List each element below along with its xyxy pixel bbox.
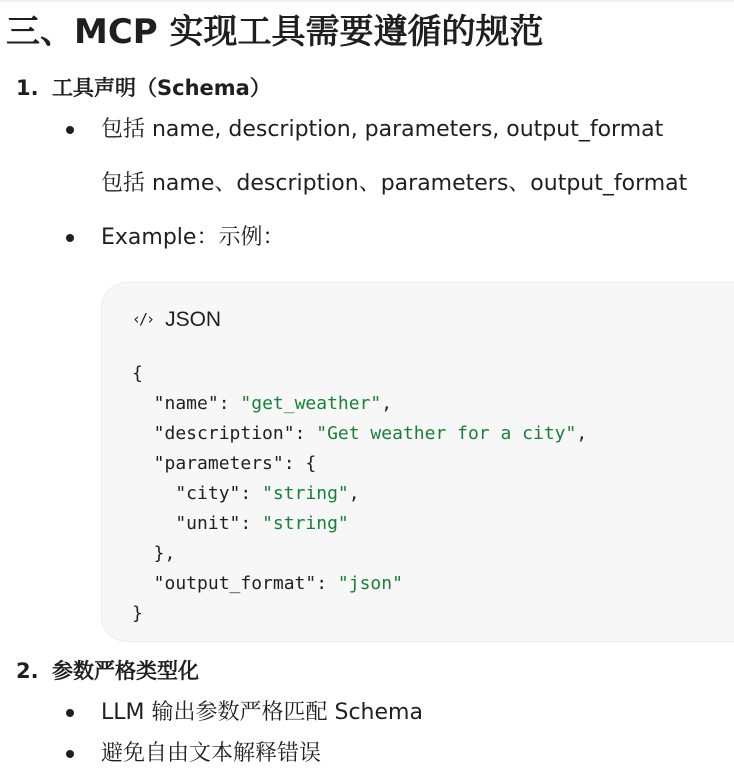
bullet-dot-icon	[66, 126, 74, 134]
list-item-heading	[16, 657, 199, 685]
list-item-number: 2.	[16, 659, 39, 683]
code-block[interactable]	[101, 282, 734, 642]
bullet-text: Example：示例：	[101, 225, 285, 250]
code-line	[132, 419, 587, 449]
code-line	[132, 359, 587, 389]
bullet-paragraph: 包括 name、description、parameters、output_format	[101, 171, 688, 196]
code-string-token: "string"	[262, 483, 349, 504]
code-punctuation-token: },	[132, 543, 176, 564]
code-string-token: "Get weather for a city"	[316, 423, 577, 444]
list-item-number: 1.	[16, 76, 39, 100]
code-line	[132, 599, 587, 629]
code-language-label: JSON	[165, 308, 222, 331]
code-key-token: "name"	[132, 393, 219, 414]
code-key-token: "output_format"	[132, 573, 317, 594]
code-block-header	[132, 305, 221, 334]
code-punctuation-token: :	[240, 483, 263, 504]
section-title: 三、MCP 实现工具需要遵循的规范	[6, 12, 544, 52]
code-key-token: "parameters"	[132, 453, 284, 474]
code-string-token: "json"	[337, 573, 403, 594]
top-divider	[0, 0, 734, 2]
code-punctuation-token: :	[218, 393, 241, 414]
code-punctuation-token: {	[132, 363, 143, 384]
code-key-token: "city"	[132, 483, 241, 504]
code-key-token: "description"	[132, 423, 295, 444]
code-punctuation-token: ,	[381, 393, 393, 414]
code-punctuation-token: }	[132, 603, 143, 624]
code-line	[132, 389, 587, 419]
code-punctuation-token: ,	[348, 483, 360, 504]
code-punctuation-token: :	[316, 573, 338, 594]
code-line	[132, 539, 587, 569]
bullet-text: LLM 输出参数严格匹配 Schema	[101, 700, 423, 725]
code-string-token: "string"	[262, 513, 349, 534]
code-key-token: "unit"	[132, 513, 241, 534]
code-content[interactable]	[132, 359, 587, 629]
list-item-heading-text: 工具声明（Schema）	[52, 76, 271, 100]
bullet-dot-icon	[66, 709, 74, 717]
bullet-text: 包括 name, description, parameters, output_format	[101, 117, 664, 142]
code-line	[132, 449, 587, 479]
code-punctuation-token: ,	[576, 423, 588, 444]
bullet-dot-icon	[66, 750, 74, 758]
code-punctuation-token: : {	[283, 453, 317, 474]
code-punctuation-token: :	[294, 423, 317, 444]
code-punctuation-token: :	[240, 513, 263, 534]
code-line	[132, 569, 587, 599]
code-line	[132, 479, 587, 509]
code-icon: ‹/›	[132, 310, 154, 328]
code-line	[132, 509, 587, 539]
list-item-heading	[16, 74, 271, 102]
list-item-heading-text: 参数严格类型化	[52, 659, 199, 683]
bullet-text: 避免自由文本解释错误	[101, 741, 322, 766]
code-string-token: "get_weather"	[240, 393, 382, 414]
bullet-dot-icon	[66, 234, 74, 242]
